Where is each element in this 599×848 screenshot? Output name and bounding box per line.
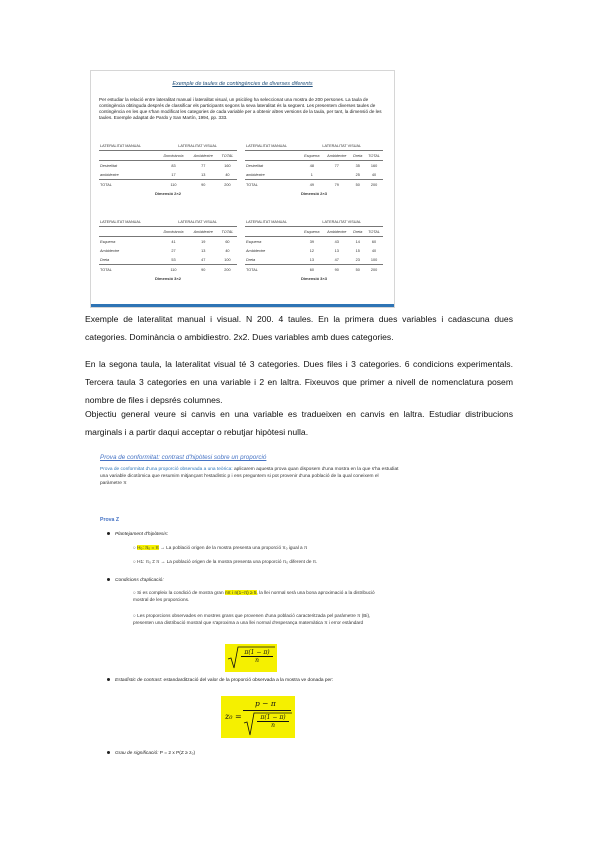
- column-header: Dominància: [158, 151, 188, 161]
- table-row: Ambidextre 12 13 15 40: [246, 248, 377, 253]
- z-statistic-formula: [221, 696, 295, 738]
- condition-sampling-distribution: ○ Les proporcions observades en mostres grans que provenen d'una població caracteritzada pel paràmetre π (Bi), presenten una distribució mostral que s'aproxima a una llei normal d'esperança matemàtica π i error estàndard: [133, 613, 371, 626]
- proportion-test-figure: [85, 448, 403, 768]
- formula-numerator: π(1 − π): [241, 649, 273, 657]
- figure-border-bar: [91, 304, 394, 307]
- condition-large-sample: ○ Si es compleix la condició de mostra gran nπ i n(1−π) ≥ 5, la llei normal serà una bona aproximació a la distribució mostral de les proporcions.: [133, 590, 375, 603]
- column-variable-header: LATERALITAT VISUAL: [301, 217, 383, 227]
- alternative-hypothesis: ○ H1: π₀ ≠ π → La població origen de la mostra presenta una proporció π₀ diferent de π.: [133, 559, 318, 564]
- table-row: Destrelitat 83 77 160: [100, 163, 231, 168]
- z-symbol: z₀ =: [225, 712, 242, 721]
- table-row: Esquerra 41 19 60: [100, 239, 230, 244]
- h0-formula-highlight: H₀: π₀ = π: [137, 545, 159, 550]
- bullet-hypotheses: Plantejament d'hipòtesis:: [107, 532, 168, 537]
- figure-intro: Per estudiar la relació entre lateralitat manual i lateralitat visual, un psicòleg ha seleccionat una mostra de 200 persones. La taula de contingència obtinguda després de classificar els participants segons la seva lateralitat és la següent. Les presentem diverses taules de contingència en les que s'han modificat les categories de cada variable per a obtenir altres versions de la taula, per tant, la dimensió de les taules. Exemple adaptat de Pardo y San Martín, 1994, pp. 333.: [99, 97, 382, 121]
- table-row: Dreta 13 47 23 100: [246, 257, 378, 262]
- table-total-row: TOTAL 110 90 200: [99, 265, 237, 275]
- row-variable-header: LATERALITAT MANUAL: [245, 141, 301, 151]
- table-row: Esquerra 39 43 14 60: [246, 239, 377, 244]
- bullet-statistic: Estadístic de contrast: estandardització del valor de la proporció observada a la mostra ve donada per:: [107, 677, 397, 685]
- contingency-table-2x3: LATERALITAT MANUAL LATERALITAT VISUAL Esquerra Ambidextre Dreta TOTAL Destrelitat 48 77 35 160 ambidextre 1 25 40 TOTAL 49 79 50 200 Dimensió 2×3: [245, 141, 383, 196]
- table-row: Destrelitat 48 77 35 160: [246, 163, 378, 168]
- table-row: ambidextre 1 25 40: [246, 172, 377, 177]
- z-numerator: p − π: [255, 699, 276, 708]
- bullet-dot: [107, 751, 110, 754]
- table-row: Dreta 53 47 100: [100, 257, 231, 262]
- table-total-row: TOTAL 60 90 50 200: [245, 265, 383, 275]
- column-variable-header: LATERALITAT VISUAL: [158, 141, 237, 151]
- paragraph-segona-taula: En la segona taula, la lateralitat visual té 3 categories. Dues files i 3 categories. 6 condicions experimentals. Tercera taula 3 categories en una variable i 2 en laltra. Fixeuvos que primer a nivell de nomenclatura posem nombre de files i depsrés columnes.: [85, 359, 513, 405]
- standard-error-formula: [225, 644, 277, 672]
- column-header: TOTAL: [218, 151, 237, 161]
- section-heading: Prova Z: [100, 517, 120, 523]
- bullet-dot: [107, 578, 110, 581]
- condition-highlight: nπ i n(1−π) ≥ 5: [224, 590, 257, 595]
- table-caption: Dimensió 3×2: [155, 276, 181, 281]
- formula-denominator: n: [271, 722, 275, 729]
- row-variable-header: LATERALITAT MANUAL: [99, 217, 158, 227]
- paragraph-objectiu: Objectiu general veure si canvis en una variable es tradueixen en canvis en laltra. Estudiar distribucions marginals i a partir daqui acceptar o rebutjar hipòtesi nulla.: [85, 409, 513, 437]
- bullet-conditions: Condicions d'aplicació:: [107, 578, 164, 583]
- table-caption: Dimensió 2×3: [301, 191, 327, 196]
- table-total-row: TOTAL 110 90 200: [99, 180, 237, 190]
- paragraph-lateralitat: Exemple de lateralitat manual i visual. N 200. 4 taules. En la primera dues variables i cadascuna dues categories. Dominància o ambidiestro. 2x2. Dues variables amb dues categories.: [85, 314, 513, 342]
- contingency-tables-figure: [90, 70, 395, 308]
- contingency-table-3x2: LATERALITAT MANUAL LATERALITAT VISUAL Dominància Ambidextre TOTAL Esquerra 41 19 60 Ambidextre 27 13 40 Dreta 53 47 100 TOTAL 110 90 200 Dimensió 3×2: [99, 217, 237, 281]
- column-variable-header: LATERALITAT VISUAL: [158, 217, 237, 227]
- formula-denominator: n: [255, 657, 259, 664]
- column-variable-header: LATERALITAT VISUAL: [301, 141, 383, 151]
- row-variable-header: LATERALITAT MANUAL: [245, 217, 301, 227]
- row-variable-header: LATERALITAT MANUAL: [99, 141, 158, 151]
- bullet-dot: [107, 532, 110, 535]
- contingency-table-3x3: LATERALITAT MANUAL LATERALITAT VISUAL Esquerra Ambidextre Dreta TOTAL Esquerra 39 43 14 60 Ambidextre 12 13 15 40 Dreta 13 47 23 100 TOTAL 60 90 50 200 Dimensió 3×3: [245, 217, 383, 281]
- contingency-table-2x2: [99, 141, 237, 196]
- figure-title: Exemple de taules de contingències de diverses diferents: [172, 81, 313, 87]
- figure-intro: Prova de conformitat d'una proporció observada a una teòrica: aplicarem aquesta prova quan disposem d'una mostra en la que s'ha estudiat una variable dicotòmica que resumim mitjançant l'estadístic p i ens preguntem si pot provenir d'una població de la qual coneixem el paràmetre π: [100, 467, 399, 486]
- null-hypothesis: ○ H₀: π₀ = π → La població origen de la mostra presenta una proporció π₀ igual a π: [133, 545, 308, 550]
- table-total-row: TOTAL 49 79 50 200: [245, 180, 383, 190]
- figure-title: Prova de conformitat: contrast d'hipòtesi sobre un proporció: [100, 454, 267, 461]
- bullet-dot: [107, 678, 110, 681]
- table-caption: Dimensió 2×2: [155, 191, 181, 196]
- table-row: Ambidextre 27 13 40: [100, 248, 230, 253]
- bullet-significance: Grau de significació: P = 2 x P(Z ≥ z₀): [107, 751, 195, 756]
- table-row: ambidextre 17 13 40: [100, 172, 230, 177]
- formula-numerator: π(1 − π): [257, 714, 289, 722]
- column-header: Ambidextre: [189, 151, 218, 161]
- table-caption: Dimensió 3×3: [301, 276, 327, 281]
